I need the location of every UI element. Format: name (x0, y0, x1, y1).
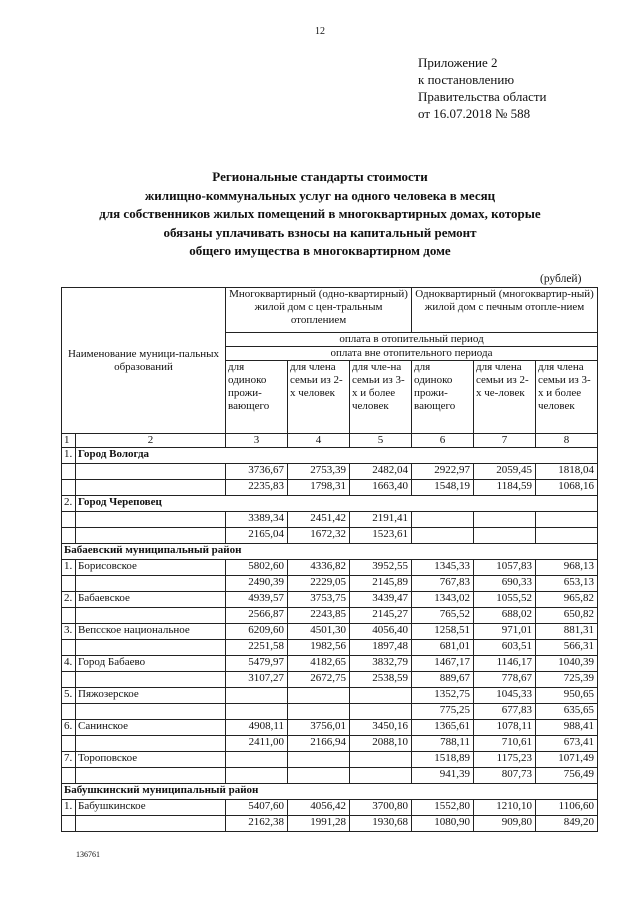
value-cell: 788,11 (412, 736, 474, 752)
value-cell: 725,39 (536, 672, 598, 688)
table-row (62, 720, 598, 736)
section-row (62, 448, 598, 464)
value-cell (350, 704, 412, 720)
value-cell: 1548,19 (412, 480, 474, 496)
municipality-name: Пяжозерское (76, 688, 226, 704)
value-cell: 4501,30 (288, 624, 350, 640)
value-cell (288, 768, 350, 784)
value-cell: 2251,58 (226, 640, 288, 656)
row-number (62, 528, 76, 544)
row-number (62, 736, 76, 752)
value-cell: 1672,32 (288, 528, 350, 544)
value-cell: 1146,17 (474, 656, 536, 672)
table-row (62, 512, 598, 528)
colnum-6: 6 (412, 434, 474, 448)
row-number (62, 480, 76, 496)
value-cell: 1045,33 (474, 688, 536, 704)
header-heating-period: оплата в отопительный период (226, 333, 598, 347)
value-cell: 909,80 (474, 816, 536, 832)
table-row (62, 592, 598, 608)
value-cell: 1055,52 (474, 592, 536, 608)
row-number: 1. (62, 800, 76, 816)
value-cell: 603,51 (474, 640, 536, 656)
value-cell: 1343,02 (412, 592, 474, 608)
value-cell: 3756,01 (288, 720, 350, 736)
header-stove-heating: Одноквартирный (многоквартир-ный) жилой дом с печным отопле-нием (412, 288, 598, 333)
municipality-name (76, 464, 226, 480)
value-cell: 4056,42 (288, 800, 350, 816)
section-name: Город Череповец (76, 496, 598, 512)
value-cell: 1175,23 (474, 752, 536, 768)
table-row (62, 656, 598, 672)
municipality-name: Санинское (76, 720, 226, 736)
value-cell: 2672,75 (288, 672, 350, 688)
municipality-name: Вепсское национальное (76, 624, 226, 640)
row-number: 2. (62, 592, 76, 608)
table-row (62, 816, 598, 832)
colnum-7: 7 (474, 434, 536, 448)
page-number: 12 (315, 26, 325, 37)
value-cell: 1352,75 (412, 688, 474, 704)
value-cell (474, 512, 536, 528)
appendix-line-2: к постановлению (418, 72, 515, 87)
municipality-name: Бабаевское (76, 592, 226, 608)
appendix-line-3: Правительства области (418, 89, 547, 104)
district-name: Бабушкинский муниципальный район (62, 784, 598, 800)
value-cell (226, 752, 288, 768)
value-cell: 4056,40 (350, 624, 412, 640)
municipality-name (76, 576, 226, 592)
row-number (62, 464, 76, 480)
value-cell (226, 768, 288, 784)
header-sub-2: для члена семьи из 2-х человек (288, 361, 350, 434)
value-cell (288, 688, 350, 704)
row-number (62, 816, 76, 832)
value-cell (474, 528, 536, 544)
value-cell: 2088,10 (350, 736, 412, 752)
table-row (62, 576, 598, 592)
value-cell: 688,02 (474, 608, 536, 624)
value-cell (226, 704, 288, 720)
row-number: 3. (62, 624, 76, 640)
value-cell: 1040,39 (536, 656, 598, 672)
colnum-3: 3 (226, 434, 288, 448)
value-cell: 1258,51 (412, 624, 474, 640)
unit-label: (рублей) (540, 273, 582, 285)
value-cell (536, 528, 598, 544)
value-cell: 2490,39 (226, 576, 288, 592)
table-row (62, 672, 598, 688)
document-title (30, 168, 610, 261)
value-cell: 3700,80 (350, 800, 412, 816)
value-cell (412, 512, 474, 528)
value-cell: 1184,59 (474, 480, 536, 496)
value-cell: 950,65 (536, 688, 598, 704)
value-cell: 1080,90 (412, 816, 474, 832)
value-cell: 1552,80 (412, 800, 474, 816)
value-cell: 1210,10 (474, 800, 536, 816)
district-row (62, 784, 598, 800)
value-cell: 756,49 (536, 768, 598, 784)
colnum-1: 1 (62, 434, 76, 448)
municipality-name: Тороповское (76, 752, 226, 768)
value-cell (226, 688, 288, 704)
table-row (62, 704, 598, 720)
value-cell: 2165,04 (226, 528, 288, 544)
row-number (62, 672, 76, 688)
value-cell (412, 528, 474, 544)
table-row (62, 528, 598, 544)
value-cell (350, 768, 412, 784)
standards-table (61, 287, 598, 832)
value-cell (350, 752, 412, 768)
value-cell: 1991,28 (288, 816, 350, 832)
value-cell: 968,13 (536, 560, 598, 576)
value-cell: 6209,60 (226, 624, 288, 640)
value-cell: 710,61 (474, 736, 536, 752)
value-cell: 4908,11 (226, 720, 288, 736)
header-nonheating-period: оплата вне отопительного периода (226, 347, 598, 361)
value-cell: 4336,82 (288, 560, 350, 576)
table-row (62, 800, 598, 816)
row-number: 6. (62, 720, 76, 736)
municipality-name (76, 640, 226, 656)
header-sub-1: для одиноко прожи-вающего (226, 361, 288, 434)
table-row (62, 768, 598, 784)
title-line-3: для собственников жилых помещений в многоквартирных домах, которые (99, 206, 541, 221)
value-cell: 4182,65 (288, 656, 350, 672)
value-cell: 889,67 (412, 672, 474, 688)
value-cell: 635,65 (536, 704, 598, 720)
value-cell: 1523,61 (350, 528, 412, 544)
section-row (62, 496, 598, 512)
value-cell: 1982,56 (288, 640, 350, 656)
table-row (62, 480, 598, 496)
value-cell: 1071,49 (536, 752, 598, 768)
municipality-name: Бабушкинское (76, 800, 226, 816)
value-cell: 965,82 (536, 592, 598, 608)
value-cell: 5479,97 (226, 656, 288, 672)
row-number (62, 608, 76, 624)
value-cell: 767,83 (412, 576, 474, 592)
value-cell (536, 512, 598, 528)
row-number (62, 704, 76, 720)
row-number: 5. (62, 688, 76, 704)
value-cell: 2922,97 (412, 464, 474, 480)
table-row (62, 688, 598, 704)
value-cell: 1518,89 (412, 752, 474, 768)
appendix-line-1: Приложение 2 (418, 55, 498, 70)
title-line-1: Региональные стандарты стоимости (212, 169, 428, 184)
title-line-4: обязаны уплачивать взносы на капитальный ремонт (163, 224, 477, 240)
value-cell: 2753,39 (288, 464, 350, 480)
row-number: 1. (62, 560, 76, 576)
value-cell: 1798,31 (288, 480, 350, 496)
municipality-name (76, 528, 226, 544)
table-row (62, 608, 598, 624)
value-cell: 650,82 (536, 608, 598, 624)
value-cell: 2191,41 (350, 512, 412, 528)
colnum-5: 5 (350, 434, 412, 448)
colnum-2: 2 (76, 434, 226, 448)
section-name: Город Вологда (76, 448, 598, 464)
value-cell: 1467,17 (412, 656, 474, 672)
value-cell: 673,41 (536, 736, 598, 752)
value-cell: 2145,27 (350, 608, 412, 624)
municipality-name (76, 768, 226, 784)
table-row (62, 736, 598, 752)
value-cell: 566,31 (536, 640, 598, 656)
table-row (62, 640, 598, 656)
value-cell: 3832,79 (350, 656, 412, 672)
header-sub-3: для чле-на семьи из 3-х и более человек (350, 361, 412, 434)
appendix-line-4: от 16.07.2018 № 588 (418, 106, 531, 121)
row-number (62, 576, 76, 592)
value-cell: 1057,83 (474, 560, 536, 576)
value-cell: 2482,04 (350, 464, 412, 480)
table-row (62, 464, 598, 480)
value-cell: 2235,83 (226, 480, 288, 496)
row-number (62, 512, 76, 528)
value-cell: 5407,60 (226, 800, 288, 816)
row-number: 2. (62, 496, 76, 512)
value-cell: 2451,42 (288, 512, 350, 528)
district-name: Бабаевский муниципальный район (62, 544, 598, 560)
row-number: 7. (62, 752, 76, 768)
municipality-name (76, 608, 226, 624)
header-name-column: Наименование муници-пальных образований (62, 288, 226, 434)
value-cell: 2059,45 (474, 464, 536, 480)
value-cell: 941,39 (412, 768, 474, 784)
colnum-4: 4 (288, 434, 350, 448)
header-sub-4: для одиноко прожи-вающего (412, 361, 474, 434)
value-cell: 2411,00 (226, 736, 288, 752)
row-number: 1. (62, 448, 76, 464)
title-line-5: общего имущества в многоквартирном доме (189, 243, 451, 258)
value-cell: 2566,87 (226, 608, 288, 624)
municipality-name: Город Бабаево (76, 656, 226, 672)
value-cell: 2145,89 (350, 576, 412, 592)
value-cell (288, 752, 350, 768)
value-cell: 4939,57 (226, 592, 288, 608)
municipality-name (76, 512, 226, 528)
value-cell: 1365,61 (412, 720, 474, 736)
municipality-name (76, 736, 226, 752)
appendix-block (418, 54, 547, 122)
value-cell: 2538,59 (350, 672, 412, 688)
value-cell: 3450,16 (350, 720, 412, 736)
table-row (62, 752, 598, 768)
header-sub-6: для члена семьи из 3-х и более человек (536, 361, 598, 434)
value-cell: 3736,67 (226, 464, 288, 480)
value-cell: 1106,60 (536, 800, 598, 816)
municipality-name (76, 704, 226, 720)
value-cell: 1930,68 (350, 816, 412, 832)
district-row (62, 544, 598, 560)
value-cell: 653,13 (536, 576, 598, 592)
row-number (62, 640, 76, 656)
value-cell: 1078,11 (474, 720, 536, 736)
colnum-8: 8 (536, 434, 598, 448)
table-row (62, 560, 598, 576)
row-number (62, 768, 76, 784)
value-cell: 2229,05 (288, 576, 350, 592)
value-cell: 5802,60 (226, 560, 288, 576)
row-number: 4. (62, 656, 76, 672)
municipality-name (76, 480, 226, 496)
value-cell: 881,31 (536, 624, 598, 640)
header-central-heating: Многоквартирный (одно-квартирный) жилой дом с цен-тральным отоплением (226, 288, 412, 333)
municipality-name: Борисовское (76, 560, 226, 576)
value-cell: 2166,94 (288, 736, 350, 752)
value-cell: 775,25 (412, 704, 474, 720)
value-cell: 3753,75 (288, 592, 350, 608)
value-cell: 1663,40 (350, 480, 412, 496)
value-cell: 690,33 (474, 576, 536, 592)
value-cell: 1818,04 (536, 464, 598, 480)
value-cell: 1068,16 (536, 480, 598, 496)
value-cell: 849,20 (536, 816, 598, 832)
value-cell: 3952,55 (350, 560, 412, 576)
value-cell (350, 688, 412, 704)
value-cell: 1897,48 (350, 640, 412, 656)
value-cell: 3107,27 (226, 672, 288, 688)
value-cell: 3439,47 (350, 592, 412, 608)
value-cell: 778,67 (474, 672, 536, 688)
footer-code: 136761 (76, 850, 100, 859)
value-cell: 988,41 (536, 720, 598, 736)
header-sub-5: для члена семьи из 2-х че-ловек (474, 361, 536, 434)
title-line-2: жилищно-коммунальных услуг на одного человека в месяц (144, 187, 496, 203)
value-cell: 3389,34 (226, 512, 288, 528)
value-cell (288, 704, 350, 720)
municipality-name (76, 816, 226, 832)
value-cell: 971,01 (474, 624, 536, 640)
value-cell: 2243,85 (288, 608, 350, 624)
table-row (62, 624, 598, 640)
value-cell: 681,01 (412, 640, 474, 656)
value-cell: 807,73 (474, 768, 536, 784)
value-cell: 1345,33 (412, 560, 474, 576)
value-cell: 2162,38 (226, 816, 288, 832)
municipality-name (76, 672, 226, 688)
value-cell: 765,52 (412, 608, 474, 624)
value-cell: 677,83 (474, 704, 536, 720)
